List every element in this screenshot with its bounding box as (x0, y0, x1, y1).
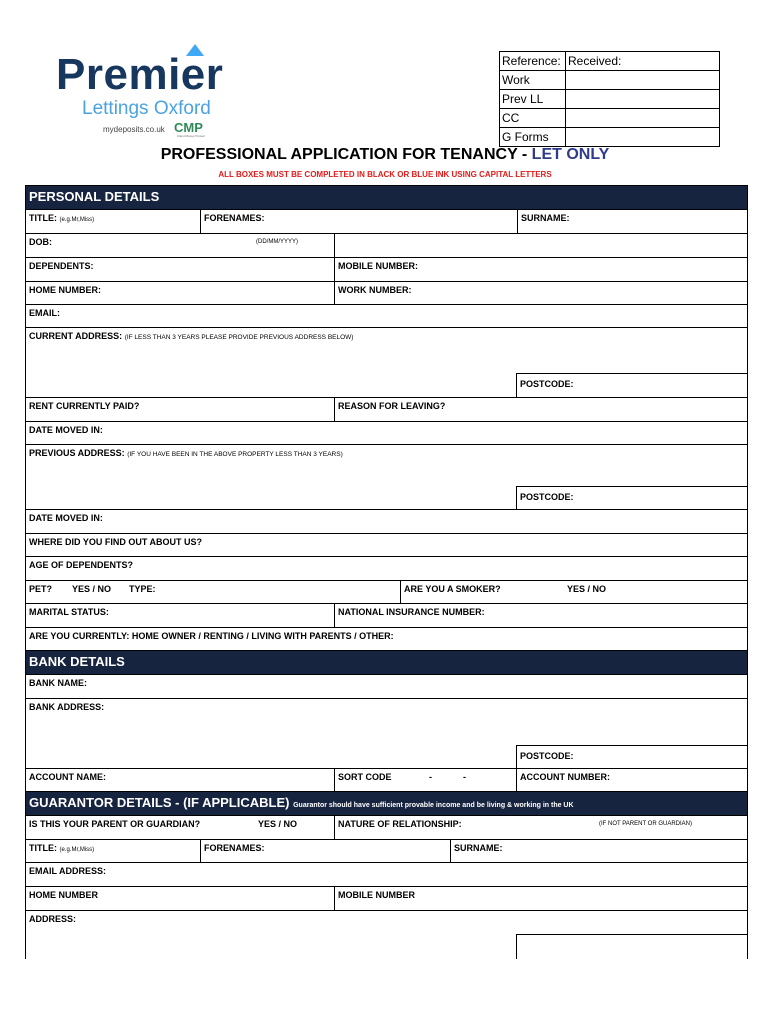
received-label: Received: (566, 52, 720, 71)
ref-work-value[interactable] (566, 71, 720, 90)
ref-work: Work (500, 71, 566, 90)
reference-box (499, 51, 720, 147)
marital-row (26, 604, 747, 628)
age-dependents-row (26, 557, 747, 581)
currently-row (26, 628, 747, 651)
name-row (26, 210, 747, 234)
previous-address-row (26, 445, 747, 510)
personal-details-header: PERSONAL DETAILS (26, 186, 747, 210)
home-number-field[interactable]: HOME NUMBER: (29, 285, 101, 295)
rent-field[interactable]: RENT CURRENTLY PAID? (29, 401, 140, 411)
home-row (26, 282, 747, 305)
logo-arrow-icon (186, 44, 204, 56)
bank-name-row (26, 675, 747, 699)
account-name-field[interactable]: ACCOUNT NAME: (29, 772, 106, 782)
ref-prev-ll: Prev LL (500, 90, 566, 109)
current-address-row (26, 328, 747, 398)
current-postcode-field[interactable]: POSTCODE: (520, 379, 574, 389)
account-number-field[interactable]: ACCOUNT NUMBER: (520, 772, 610, 782)
previous-address-field[interactable]: PREVIOUS ADDRESS: (IF YOU HAVE BEEN IN THE ABOVE PROPERTY LESS THAN 3 YEARS) (29, 448, 343, 458)
ref-cc-value[interactable] (566, 109, 720, 128)
marital-status-field[interactable]: MARITAL STATUS: (29, 607, 109, 617)
ref-prev-ll-value[interactable] (566, 90, 720, 109)
current-address-field[interactable]: CURRENT ADDRESS: (IF LESS THAN 3 YEARS PLEASE PROVIDE PREVIOUS ADDRESS BELOW) (29, 331, 354, 341)
age-dependents-field[interactable]: AGE OF DEPENDENTS? (29, 560, 134, 570)
pet-row (26, 581, 747, 604)
date-moved-row (26, 422, 747, 445)
pet-field[interactable]: PET? YES / NO TYPE: (29, 584, 156, 594)
dob-field[interactable]: DOB: (DD/MM/YYYY) (29, 237, 298, 247)
guarantor-email-field[interactable]: EMAIL ADDRESS: (29, 866, 107, 876)
mobile-field[interactable]: MOBILE NUMBER: (338, 261, 418, 271)
guarantor-relationship-field[interactable]: NATURE OF RELATIONSHIP: (IF NOT PARENT OR GUARDIAN) (338, 819, 693, 829)
cmp-logo-subtitle: Client Money Protect (177, 134, 205, 138)
guarantor-surname-field[interactable]: SURNAME: (454, 843, 503, 853)
ref-g-forms: G Forms (500, 128, 566, 147)
guarantor-email-row (26, 863, 747, 887)
guarantor-phone-row (26, 887, 747, 911)
rent-row (26, 398, 747, 422)
dob-row (26, 234, 747, 258)
bank-name-field[interactable]: BANK NAME: (29, 678, 87, 688)
date-moved-in-field[interactable]: DATE MOVED IN: (29, 425, 103, 435)
guarantor-home-number-field[interactable]: HOME NUMBER (29, 890, 98, 900)
ref-label: Reference: (500, 52, 566, 71)
account-row (26, 769, 747, 792)
reason-for-leaving-field[interactable]: REASON FOR LEAVING? (338, 401, 446, 411)
ink-instruction: ALL BOXES MUST BE COMPLETED IN BLACK OR BLUE INK USING CAPITAL LETTERS (218, 170, 552, 179)
work-number-field[interactable]: WORK NUMBER: (338, 285, 412, 295)
find-out-field[interactable]: WHERE DID YOU FIND OUT ABOUT US? (29, 537, 202, 547)
premier-logo-text: Premier (56, 50, 224, 99)
email-row (26, 305, 747, 328)
bank-details-header: BANK DETAILS (26, 651, 747, 675)
mydeposits-logo: mydeposits.co.uk (103, 125, 165, 134)
title-field[interactable]: TITLE: (e.g.Mr,Miss) (29, 213, 95, 223)
guarantor-name-row (26, 840, 747, 863)
ni-number-field[interactable]: NATIONAL INSURANCE NUMBER: (338, 607, 485, 617)
application-form (25, 185, 748, 959)
guarantor-address-field[interactable]: ADDRESS: (29, 914, 77, 924)
bank-address-row (26, 699, 747, 769)
find-out-row (26, 534, 747, 557)
guarantor-title-field[interactable]: TITLE: (e.g.Mr,Miss) (29, 843, 95, 853)
surname-field[interactable]: SURNAME: (521, 213, 570, 223)
logo-subtitle: Lettings Oxford (82, 98, 211, 119)
bank-address-field[interactable]: BANK ADDRESS: (29, 702, 105, 712)
guarantor-details-header: GUARANTOR DETAILS - (IF APPLICABLE) Guarantor should have sufficient provable income and be living & working in the UK (26, 792, 747, 816)
guarantor-mobile-number-field[interactable]: MOBILE NUMBER (338, 890, 415, 900)
previous-date-moved-field[interactable]: DATE MOVED IN: (29, 513, 103, 523)
date-moved-2-row (26, 510, 747, 534)
dependents-row (26, 258, 747, 282)
ref-g-forms-value[interactable] (566, 128, 720, 147)
sort-code-field[interactable]: SORT CODE - - (338, 772, 466, 782)
guarantor-parent-row (26, 816, 747, 840)
smoker-field[interactable]: ARE YOU A SMOKER? YES / NO (404, 584, 607, 594)
guarantor-forenames-field[interactable]: FORENAMES: (204, 843, 265, 853)
forenames-field[interactable]: FORENAMES: (204, 213, 265, 223)
dependents-field[interactable]: DEPENDENTS: (29, 261, 94, 271)
cmp-logo: CMP (174, 120, 203, 135)
living-status-field[interactable]: ARE YOU CURRENTLY: HOME OWNER / RENTING / LIVING WITH PARENTS / OTHER: (29, 631, 394, 641)
guarantor-address-row (26, 911, 747, 959)
ref-cc: CC (500, 109, 566, 128)
previous-postcode-field[interactable]: POSTCODE: (520, 492, 574, 502)
bank-postcode-field[interactable]: POSTCODE: (520, 751, 574, 761)
guarantor-parent-field[interactable]: IS THIS YOUR PARENT OR GUARDIAN? YES / NO (29, 819, 298, 829)
page-title: PROFESSIONAL APPLICATION FOR TENANCY - LET ONLY (160, 146, 610, 163)
email-field[interactable]: EMAIL: (29, 308, 60, 318)
